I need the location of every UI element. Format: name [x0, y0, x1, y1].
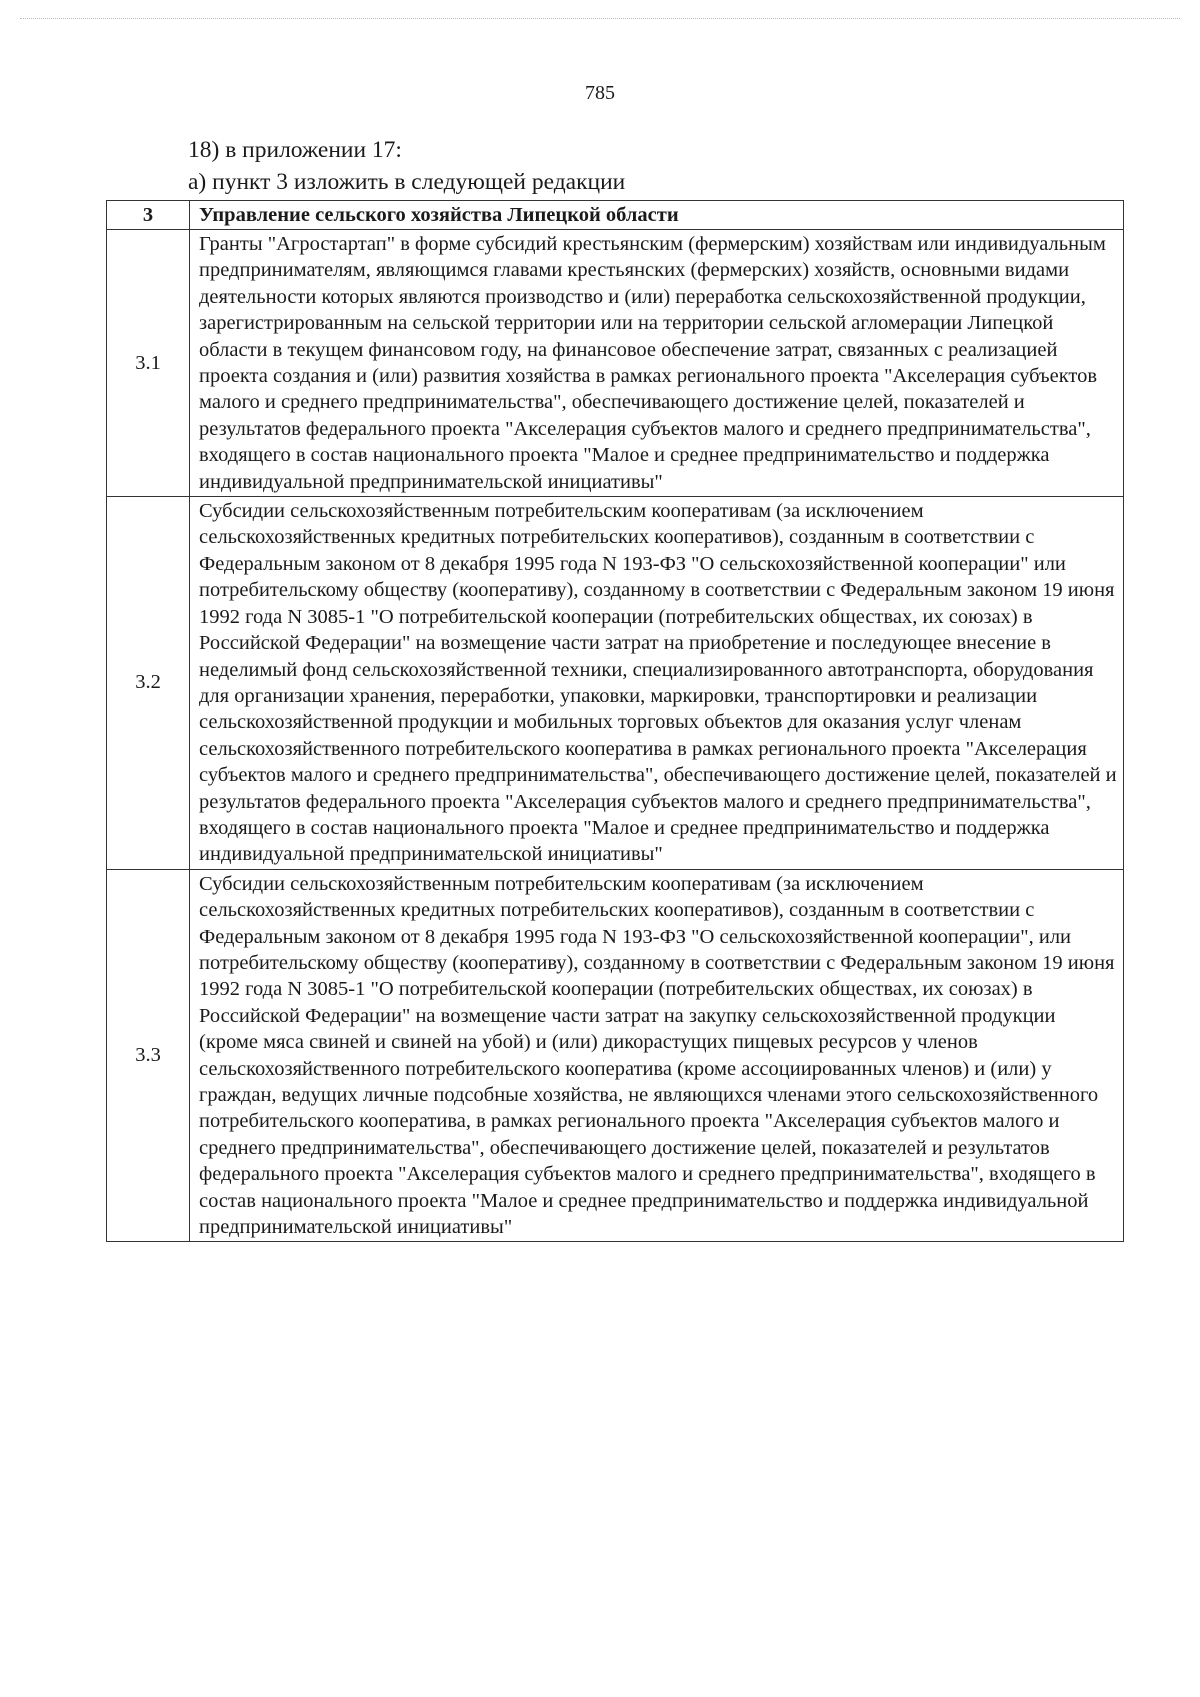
- row-number-cell: 3.3: [107, 869, 190, 1242]
- row-text-cell: Субсидии сельскохозяйственным потребительским кооперативам (за исключением сельскохозяйственных кредитных потребительских кооперативов), созданным в соответствии с Федеральным законом от 8 декабря 1995 года N 193-ФЗ "О сельскохозяйственной кооперации" или потребительскому обществу (кооперативу), созданному в соответствии с Федеральным законом 19 июня 1992 года N 3085-1 "О потребительской кооперации (потребительских обществах, их союзах) в Российской Федерации" на возмещение части затрат на приобретение и последующее внесение в неделимый фонд сельскохозяйственной техники, специализированного автотранспорта, оборудования для организации хранения, переработки, упаковки, маркировки, транспортировки и реализации сельскохозяйственной продукции и мобильных торговых объектов для оказания услуг членам сельскохозяйственного потребительского кооператива в рамках регионального проекта "Акселерация субъектов малого и среднего предпринимательства", обеспечивающего достижение целей, показателей и результатов федерального проекта "Акселерация субъектов малого и среднего предпринимательства", входящего в состав национального проекта "Малое и среднее предпринимательство и поддержка индивидуальной предпринимательской инициативы": [190, 497, 1124, 870]
- header-number-cell: 3: [107, 201, 190, 230]
- row-number-cell: 3.1: [107, 230, 190, 497]
- table-row: [107, 869, 1124, 1242]
- table-row: [107, 497, 1124, 870]
- intro-line-2: а) пункт 3 изложить в следующей редакции: [188, 169, 626, 195]
- amendment-table: [106, 200, 1124, 1242]
- table-header-row: [107, 201, 1124, 230]
- row-text-cell: Субсидии сельскохозяйственным потребительским кооперативам (за исключением сельскохозяйственных кредитных потребительских кооперативов), созданным в соответствии с Федеральным законом от 8 декабря 1995 года N 193-ФЗ "О сельскохозяйственной кооперации", или потребительскому обществу (кооперативу), созданному в соответствии с Федеральным законом 19 июня 1992 года N 3085-1 "О потребительской кооперации (потребительских обществах, их союзах) в Российской Федерации" на возмещение части затрат на закупку сельскохозяйственной продукции (кроме мяса свиней и свиней на убой) и (или) дикорастущих пищевых ресурсов у членов сельскохозяйственного потребительского кооператива (кроме ассоциированных членов) и (или) у граждан, ведущих личные подсобные хозяйства, не являющихся членами этого сельскохозяйственного потребительского кооператива, в рамках регионального проекта "Акселерация субъектов малого и среднего предпринимательства", обеспечивающего достижение целей, показателей и результатов федерального проекта "Акселерация субъектов малого и среднего предпринимательства", входящего в состав национального проекта "Малое и среднее предпринимательство и поддержка индивидуальной предпринимательской инициативы": [190, 869, 1124, 1242]
- table-row: [107, 230, 1124, 497]
- top-border-line: [20, 18, 1180, 19]
- page-number: 785: [585, 82, 615, 104]
- intro-line-1: 18) в приложении 17:: [188, 137, 402, 163]
- intro-text: [188, 134, 625, 198]
- row-number-cell: 3.2: [107, 497, 190, 870]
- header-title-cell: Управление сельского хозяйства Липецкой области: [190, 201, 1124, 230]
- row-text-cell: Гранты "Агростартап" в форме субсидий крестьянским (фермерским) хозяйствам или индивидуальным предпринимателям, являющимся главами крестьянских (фермерских) хозяйств, основными видами деятельности которых являются производство и (или) переработка сельскохозяйственной продукции, зарегистрированным на сельской территории или на территории сельской агломерации Липецкой области в текущем финансовом году, на финансовое обеспечение затрат, связанных с реализацией проекта создания и (или) развития хозяйства в рамках регионального проекта "Акселерация субъектов малого и среднего предпринимательства", обеспечивающего достижение целей, показателей и результатов федерального проекта "Акселерация субъектов малого и среднего предпринимательства", входящего в состав национального проекта "Малое и среднее предпринимательство и поддержка индивидуальной предпринимательской инициативы": [190, 230, 1124, 497]
